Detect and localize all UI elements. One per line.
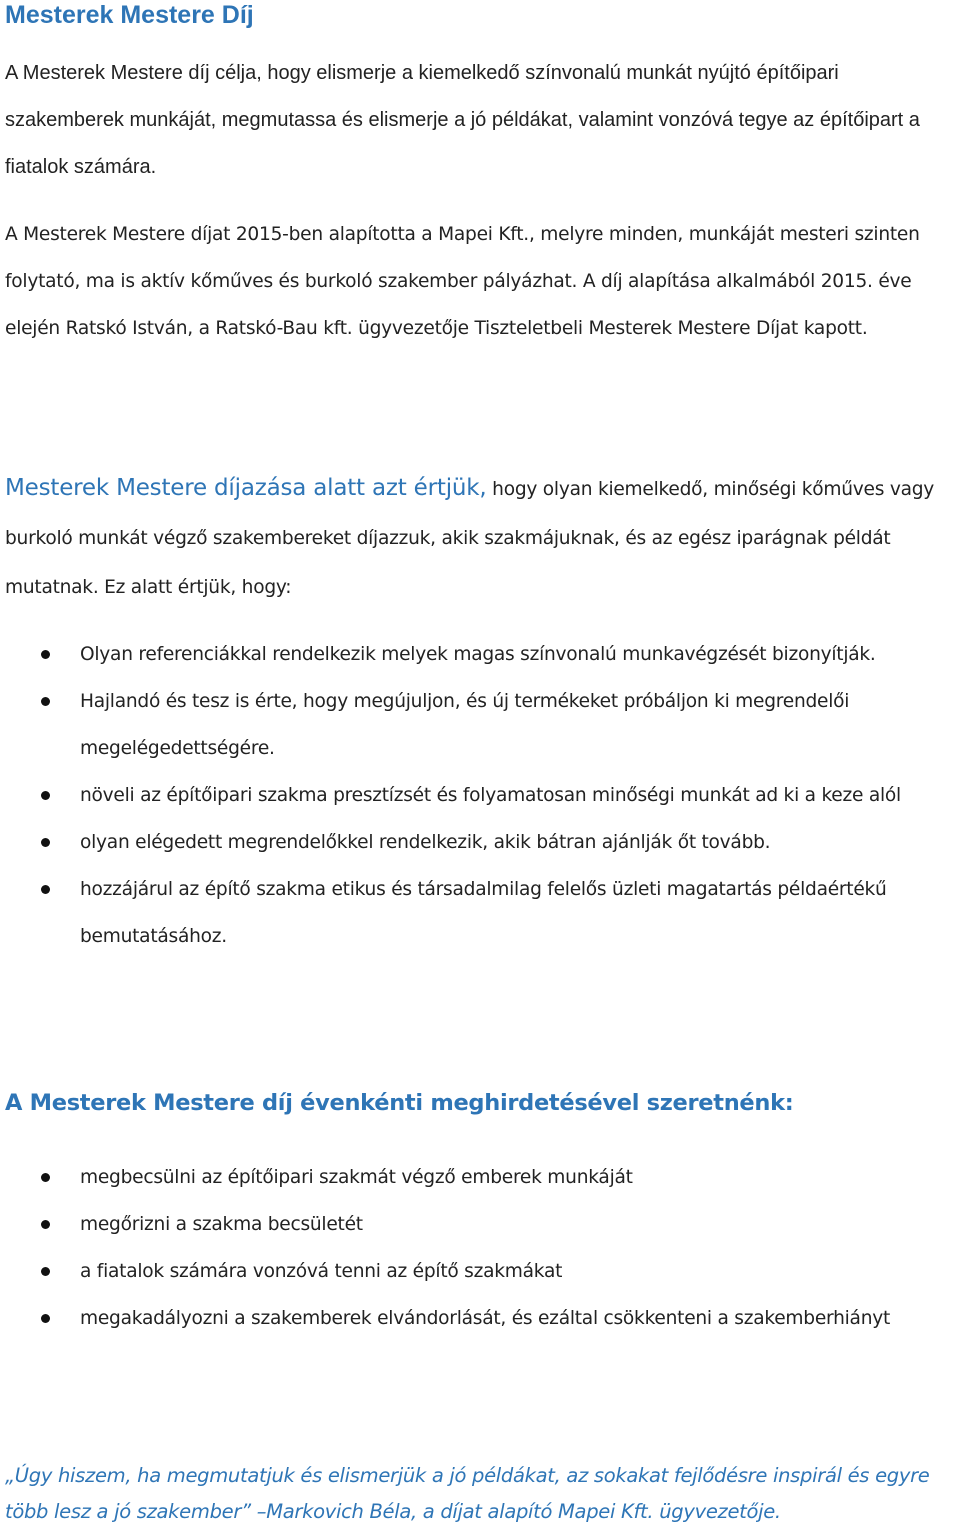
criteria-list <box>0 631 960 960</box>
bullet-icon <box>41 650 50 659</box>
list-item <box>0 1295 960 1342</box>
bullet-icon <box>41 885 50 894</box>
intro-paragraph-founding: A Mesterek Mestere díjat 2015-ben alapította a Mapei Kft., melyre minden, munkáját mesteri szinten folytató, ma is aktív kőműves és burkoló szakember pályázhat. A díj alapítása alkalmából 2015. éve elején Ratskó István, a Ratskó-Bau kft. ügyvezetője Tiszteletbeli Mesterek Mestere Díjat kapott. <box>5 224 920 339</box>
bullet-icon <box>41 791 50 800</box>
bullet-icon <box>41 838 50 847</box>
list-item-text: növeli az építőipari szakma presztízsét és folyamatosan minőségi munkát ad ki a keze alól <box>80 785 901 806</box>
list-item <box>0 631 960 678</box>
goals-list <box>0 1154 960 1342</box>
list-item <box>0 678 960 772</box>
definition-text: hogy olyan kiemelkedő, minőségi kőműves vagy burkoló munkát végző szakembereket díjazzuk, akik szakmájuknak, és az egész iparágnak példát mutatnak. Ez alatt értjük, hogy: <box>5 479 935 598</box>
founder-quote: „Úgy hiszem, ha megmutatjuk és elismerjük a jó példákat, az sokakat fejlődésre inspirál és egyre több lesz a jó szakember” –Markovich Béla, a díjat alapító Mapei Kft. ügyvezetője. <box>5 1464 930 1523</box>
bullet-icon <box>41 1220 50 1229</box>
definition-paragraph <box>5 464 960 612</box>
list-item <box>0 1248 960 1295</box>
list-item-text: Hajlandó és tesz is érte, hogy megújuljon, és új termékeket próbáljon ki megrendelői megelégedettségére. <box>80 691 850 759</box>
bullet-icon <box>41 1267 50 1276</box>
list-item <box>0 1201 960 1248</box>
list-item-text: olyan elégedett megrendelőkkel rendelkezik, akik bátran ajánlják őt tovább. <box>80 832 771 853</box>
list-item-text: megbecsülni az építőipari szakmát végző emberek munkáját <box>80 1167 633 1188</box>
list-item <box>0 1154 960 1201</box>
list-item-text: megőrizni a szakma becsületét <box>80 1214 363 1235</box>
bullet-icon <box>41 697 50 706</box>
list-item-text: Olyan referenciákkal rendelkezik melyek magas színvonalú munkavégzését bizonyítják. <box>80 644 876 665</box>
goals-heading: A Mesterek Mestere díj évenkénti meghirdetésével szeretnénk: <box>5 1090 794 1116</box>
list-item-text: megakadályozni a szakemberek elvándorlását, és ezáltal csökkenteni a szakemberhiányt <box>80 1308 891 1329</box>
bullet-icon <box>41 1173 50 1182</box>
list-item-text: hozzájárul az építő szakma etikus és társadalmilag felelős üzleti magatartás példaértékű bemutatásához. <box>80 879 887 947</box>
list-item <box>0 819 960 866</box>
definition-lead: Mesterek Mestere díjazása alatt azt értjük, <box>5 475 487 501</box>
intro-paragraph-purpose: A Mesterek Mestere díj célja, hogy elismerje a kiemelkedő színvonalú munkát nyújtó építőipari szakemberek munkáját, megmutassa és elismerje a jó példákat, valamint vonzóvá tegye az építőipart a fiatalok számára. <box>5 62 920 178</box>
page-title: Mesterek Mestere Díj <box>5 1 254 29</box>
list-item <box>0 772 960 819</box>
bullet-icon <box>41 1314 50 1323</box>
list-item <box>0 866 960 960</box>
list-item-text: a fiatalok számára vonzóvá tenni az építő szakmákat <box>80 1261 563 1282</box>
